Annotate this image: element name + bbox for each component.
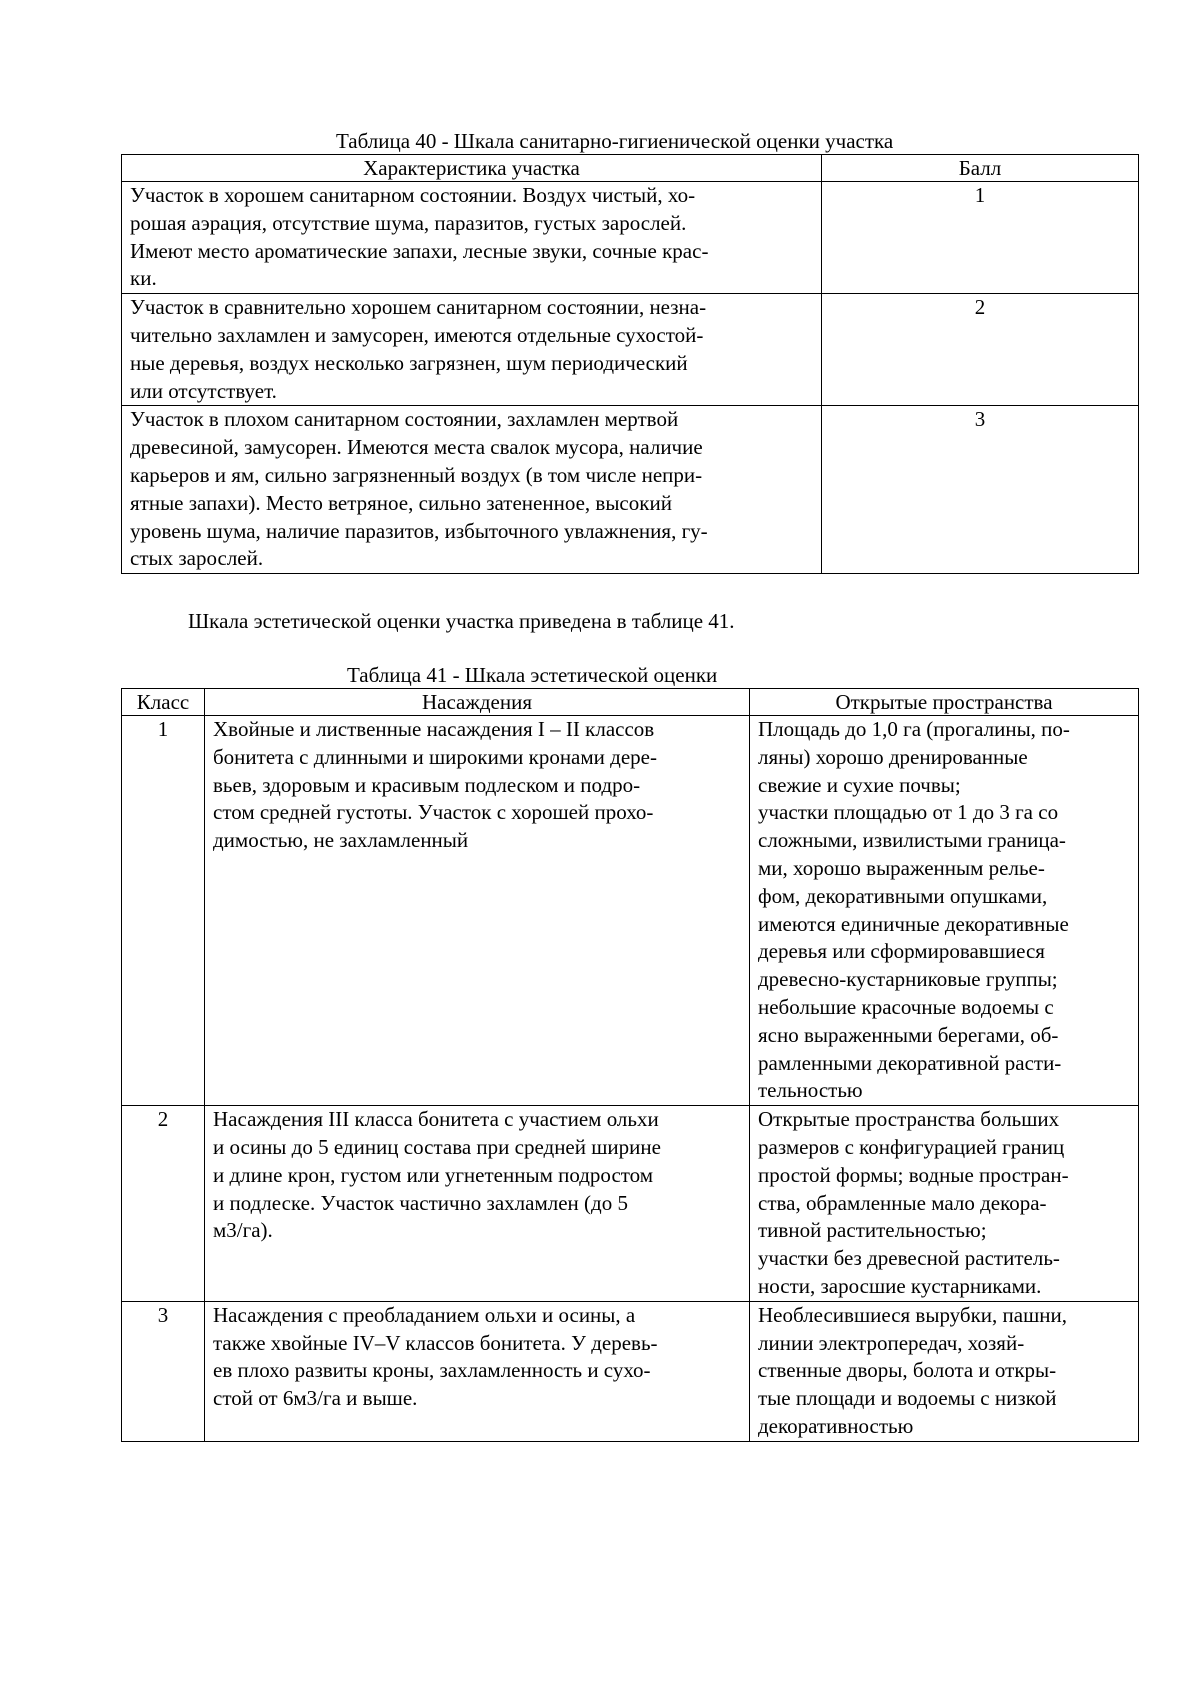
text-line: древесно-кустарниковые группы; — [758, 967, 1058, 992]
plantings-cell — [205, 1106, 750, 1302]
text-line: уровень шума, наличие паразитов, избыточного увлажнения, гу- — [130, 518, 708, 543]
open-spaces-cell — [750, 716, 1139, 1106]
text-line: карьеров и ям, сильно загрязненный воздух (в том числе непри- — [130, 462, 703, 487]
text-line: или отсутствует. — [130, 378, 277, 403]
text-line: ства, обрамленные мало декора- — [758, 1190, 1047, 1215]
text-line: Участок в плохом санитарном состоянии, захламлен мертвой — [130, 407, 679, 432]
text-line: Хвойные и лиственные насаждения I – II классов — [213, 717, 655, 741]
table-row — [122, 716, 1139, 1106]
text-line: Участок в сравнительно хорошем санитарном состоянии, незна- — [130, 295, 707, 320]
open-spaces-cell — [750, 1106, 1139, 1302]
text-line: ные деревья, воздух несколько загрязнен, шум периодический — [130, 350, 688, 375]
header-open-spaces: Открытые пространства — [750, 689, 1139, 716]
table-header-row — [122, 155, 1139, 182]
text-line: стом средней густоты. Участок с хорошей прохо- — [213, 800, 654, 825]
characteristic-cell — [122, 406, 822, 574]
sanitary-assessment-table — [121, 154, 1139, 574]
text-line: ки. — [130, 266, 157, 291]
text-line: также хвойные IV–V классов бонитета. У деревь- — [213, 1330, 658, 1355]
score-cell: 3 — [822, 406, 1139, 574]
table-row — [122, 1106, 1139, 1302]
class-cell: 3 — [122, 1301, 205, 1441]
text-line: вьев, здоровым и красивым подлеском и подро- — [213, 772, 641, 797]
text-line: линии электропередач, хозяй- — [758, 1330, 1025, 1355]
text-line: Насаждения III класса бонитета с участием ольхи — [213, 1107, 659, 1132]
text-line: м3/га). — [213, 1218, 273, 1243]
text-line: и подлеске. Участок частично захламлен (до 5 — [213, 1190, 628, 1215]
text-line: сложными, извилистыми граница- — [758, 828, 1066, 853]
text-line: стой от 6м3/га и выше. — [213, 1386, 418, 1411]
text-line: тые площади и водоемы с низкой — [758, 1386, 1057, 1411]
plantings-cell — [205, 716, 750, 1106]
text-line: древесиной, замусорен. Имеются места свалок мусора, наличие — [130, 435, 703, 460]
header-characteristic: Характеристика участка — [122, 155, 822, 182]
characteristic-cell — [122, 294, 822, 406]
text-line: ев плохо развиты кроны, захламленность и сухо- — [213, 1358, 651, 1383]
header-class: Класс — [122, 689, 205, 716]
aesthetic-assessment-table — [121, 688, 1139, 1442]
body-paragraph: Шкала эстетической оценки участка приведена в таблице 41. — [188, 609, 735, 633]
text-line: участки без древесной раститель- — [758, 1246, 1060, 1271]
text-line: декоративностью — [758, 1413, 914, 1438]
text-line: и осины до 5 единиц состава при средней ширине — [213, 1134, 661, 1159]
header-plantings: Насаждения — [205, 689, 750, 716]
score-cell: 1 — [822, 182, 1139, 294]
table-41-caption: Таблица 41 - Шкала эстетической оценки — [347, 663, 718, 687]
text-line: Открытые пространства больших — [758, 1107, 1060, 1132]
table-row — [122, 182, 1139, 294]
score-cell: 2 — [822, 294, 1139, 406]
text-line: тельностью — [758, 1078, 863, 1103]
class-cell: 2 — [122, 1106, 205, 1302]
text-line: ясно выраженными берегами, об- — [758, 1022, 1059, 1047]
text-line: Имеют место ароматические запахи, лесные звуки, сочные крас- — [130, 238, 709, 263]
text-line: и длине крон, густом или угнетенным подростом — [213, 1162, 654, 1187]
plantings-cell — [205, 1301, 750, 1441]
text-line: фом, декоративными опушками, — [758, 883, 1048, 908]
text-line: стых зарослей. — [130, 546, 264, 571]
table-row — [122, 1301, 1139, 1441]
table-row — [122, 406, 1139, 574]
text-line: простой формы; водные простран- — [758, 1162, 1069, 1187]
text-line: участки площадью от 1 до 3 га со — [758, 800, 1059, 825]
text-line: Участок в хорошем санитарном состоянии. Воздух чистый, хо- — [130, 183, 696, 207]
open-spaces-cell — [750, 1301, 1139, 1441]
text-line: чительно захламлен и замусорен, имеются отдельные сухостой- — [130, 322, 704, 347]
text-line: размеров с конфигурацией границ — [758, 1134, 1065, 1159]
text-line: рошая аэрация, отсутствие шума, паразитов, густых зарослей. — [130, 210, 687, 235]
text-line: ятные запахи). Место ветряное, сильно затененное, высокий — [130, 490, 672, 515]
text-line: небольшие красочные водоемы с — [758, 994, 1054, 1019]
text-line: ми, хорошо выраженным релье- — [758, 855, 1045, 880]
text-line: тивной растительностью; — [758, 1218, 987, 1243]
text-line: рамленными декоративной расти- — [758, 1050, 1062, 1075]
text-line: Насаждения с преобладанием ольхи и осины, а — [213, 1302, 636, 1327]
text-line: Необлесившиеся вырубки, пашни, — [758, 1302, 1067, 1327]
text-line: ственные дворы, болота и откры- — [758, 1358, 1057, 1383]
header-score: Балл — [822, 155, 1139, 182]
table-header-row — [122, 689, 1139, 716]
table-row — [122, 294, 1139, 406]
text-line: Площадь до 1,0 га (прогалины, по- — [758, 717, 1070, 741]
table-40-caption: Таблица 40 - Шкала санитарно-гигиенической оценки участка — [336, 129, 894, 153]
text-line: свежие и сухие почвы; — [758, 772, 961, 797]
text-line: ляны) хорошо дренированные — [758, 744, 1028, 769]
text-line: имеются единичные декоративные — [758, 911, 1069, 936]
text-line: димостью, не захламленный — [213, 828, 469, 853]
characteristic-cell — [122, 182, 822, 294]
class-cell: 1 — [122, 716, 205, 1106]
text-line: бонитета с длинными и широкими кронами дере- — [213, 744, 657, 769]
text-line: деревья или сформировавшиеся — [758, 939, 1045, 964]
text-line: ности, заросшие кустарниками. — [758, 1273, 1042, 1298]
